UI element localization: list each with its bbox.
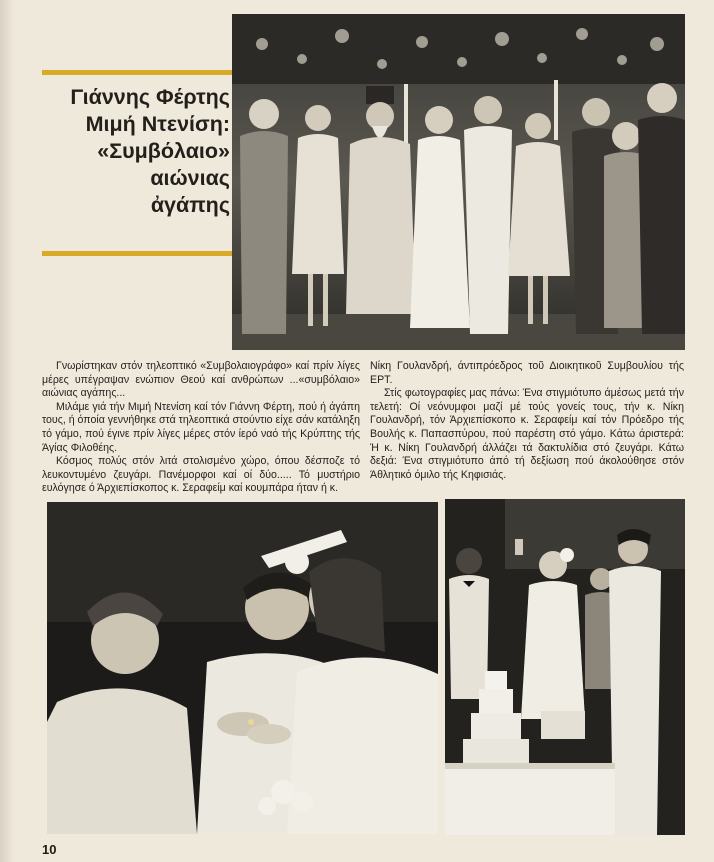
- headline-line-1: Γιάννης Φέρτης: [70, 85, 230, 109]
- ring-exchange-photo: [47, 502, 438, 834]
- headline-line-5: ἀγάπης: [150, 193, 230, 217]
- article-paragraph: Κόσμος πολύς στόν λιτά στολισμένο χώρο, όπου δέσποζε τό λευκοντυμένο ζευγάρι. Πανέμορφοι καί οί δύο..... Τό μυστήριο ευλόγησε ό Άρχιεπίσκοπος κ. Σεραφείμ καί κουμπάρα ήταν ή κ.: [42, 455, 360, 495]
- article-paragraph: Γνωρίστηκαν στόν τηλεοπτικό «Συμβολαιογράφο» καί πρίν λίγες μέρες υπέγραψαν ενώπιον Θεού καί ανθρώπων ...«συμβόλαιο» αιώνιας αγάπης...: [42, 360, 360, 400]
- article-paragraph: Νίκη Γουλανδρή, άντιπρόεδρος τοῦ Διοικητικοῦ Συμβουλίου τής ΕΡΤ.: [370, 360, 684, 386]
- article-right-column: [370, 360, 684, 482]
- headline-line-3: «Συμβόλαιο»: [97, 139, 230, 163]
- reception-photo: [445, 499, 685, 835]
- headline-line-4: αιώνιας: [150, 166, 230, 190]
- page-binding-edge: [0, 0, 14, 862]
- headline-line-2: Μιμή Ντενίση:: [85, 112, 230, 136]
- page-number: 10: [42, 842, 57, 857]
- article-paragraph: Μιλάμε γιά τήν Μιμή Ντενίση καί τόν Γιάννη Φέρτη, πού ή άγάπη τους, ή όποία γεννήθηκε στά τηλεοπτικά στούντιο είχε σάν κατάληξη τό γάμο, πού έγινε πρίν λίγες μέρες στόν ίερό ναό τής Κρύπτης τής Άγίας Φιλοθέης.: [42, 400, 360, 454]
- headline-top-rule: [42, 70, 232, 75]
- wedding-group-photo: [232, 14, 685, 350]
- headline-bottom-rule: [42, 251, 232, 256]
- photo-caption: Στίς φωτογραφίες μας πάνω: Ένα στιγμιότυπο άμέσως μετά τήν τελετή: Οί νεόνυμφοι μαζί μέ τούς γονείς τους, τήν κ. Νίκη Γουλανδρή, τόν Άρχιεπίσκοπο κ. Σεραφείμ καί τόν Πρόεδρο τής Βουλής κ. Παπασπύρου, πού παρέστη στό γάμο. Κάτω άριστερά: Ή κ. Νίκη Γουλανδρή άλλάζει τά δακτυλίδια στό ζευγάρι. Κάτω δεξιά: Ένα στιγμιότυπο άπό τή δεξίωση πού άκολούθησε στόν Άθλητικό όμιλο τής Κηφισιάς.: [370, 387, 684, 481]
- headline: [40, 84, 230, 219]
- article-left-column: [42, 360, 360, 496]
